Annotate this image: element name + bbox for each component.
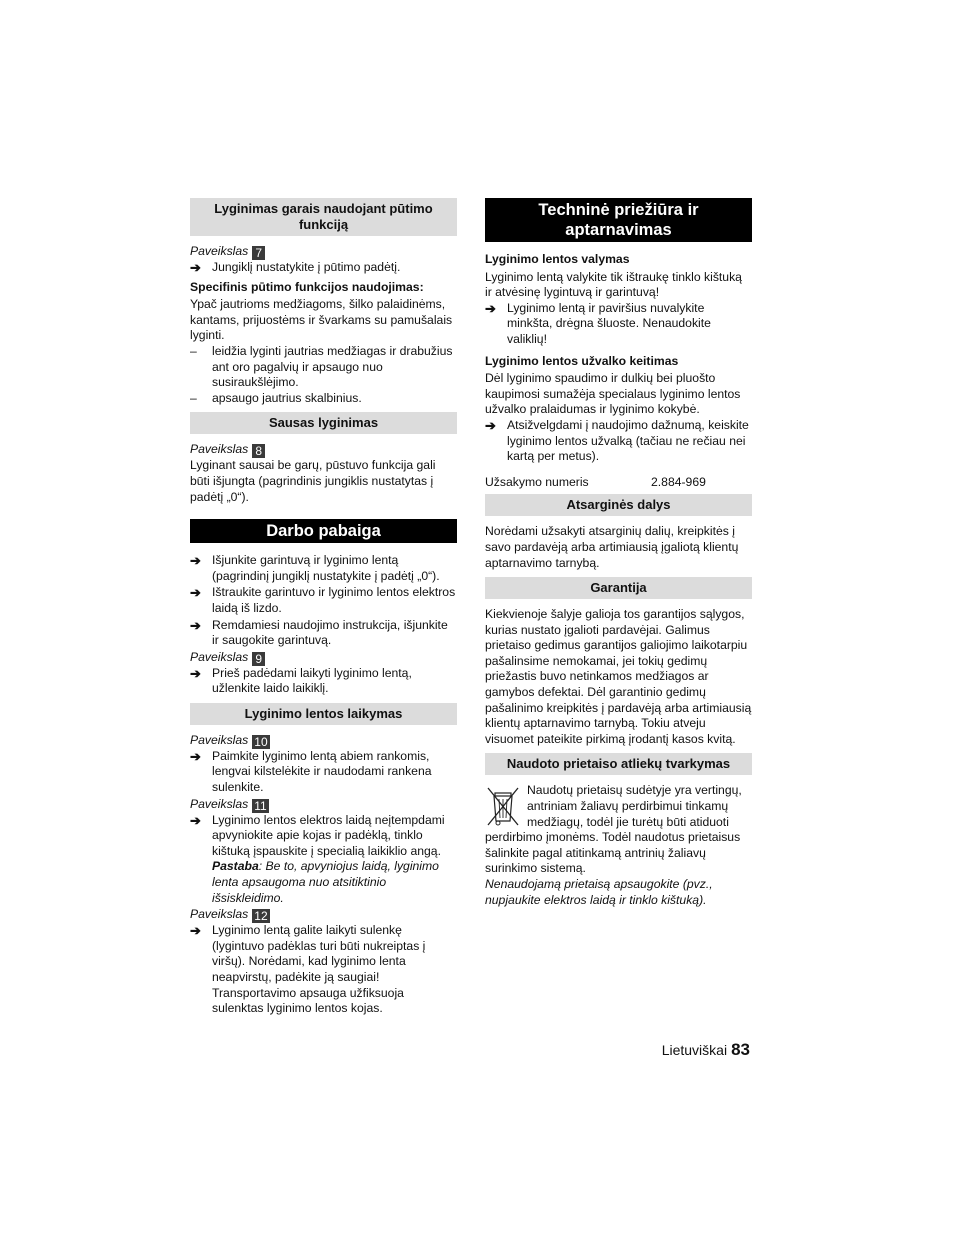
figure-ref xyxy=(190,733,457,749)
step-text xyxy=(212,813,457,907)
section-heading-steam-blow: Lyginimas garais naudojant pūtimo funkciją xyxy=(190,198,457,236)
order-number-value: 2.884-969 xyxy=(651,474,706,489)
arrow-right-icon: ➔ xyxy=(190,617,201,633)
arrow-right-icon: ➔ xyxy=(190,812,201,828)
figure-number: 9 xyxy=(252,652,265,666)
figure-label: Paveikslas xyxy=(190,649,249,664)
dash-item: – leidžia lyginti jautrias medžiagas ir drabužius ant oro pagalvių ir apsaugo nuo susiraukšlėjimo. xyxy=(190,344,457,391)
page-footer xyxy=(662,1040,750,1060)
right-column xyxy=(485,198,752,908)
figure-number: 11 xyxy=(254,798,267,813)
arrow-right-icon: ➔ xyxy=(190,553,201,569)
paragraph: Kiekvienoje šalyje galioja tos garantijos sąlygos, kurias nustato įgalioti pardavėjai. Galimus prietaiso gedimus garantijos galiojimo laikotarpiu pašalinsime nemokamai, jei tokių gedimų priežastis buvo netinkamos medžiagos ar gamybos defektai. Dėl garantinio gedimų pašalinimo kreipkitės į pardavėją arba artimiausią klientų aptarnavimo tarnybą. Tokiu atveju visuomet pateikite pirkimą įrodantį kasos kvitą. xyxy=(485,607,752,746)
dash-item-text: apsaugo jautrius skalbinius. xyxy=(212,390,362,405)
instruction-step xyxy=(190,749,457,796)
subheading: Specifinis pūtimo funkcijos naudojimas: xyxy=(190,279,424,294)
figure-number: 8 xyxy=(252,444,265,458)
section-heading-maintenance: Techninė priežiūra ir aptarnavimas xyxy=(485,198,752,242)
instruction-step xyxy=(190,553,457,584)
note-label: Pastaba xyxy=(212,859,259,874)
step-text: Lyginimo lentą ir paviršius nuvalykite minkšta, drėgna šluoste. Nenaudokite valiklių! xyxy=(507,300,711,346)
page-number: 83 xyxy=(731,1040,750,1059)
dash-item: – apsaugo jautrius skalbinius. xyxy=(190,391,457,407)
paragraph: Lyginimo lentą valykite tik ištraukę tinklo kištuką ir atvėsinę lygintuvą ir garintuvą! xyxy=(485,269,742,300)
subheading: Lyginimo lentos užvalko keitimas xyxy=(485,353,679,368)
step-text: Paimkite lyginimo lentą abiem rankomis, lengvai kilstelėkite ir naudodami rankena sulenkite. xyxy=(212,748,432,795)
paragraph: Naudotų prietaisų sudėtyje yra vertingų, antriniam žaliavų perdirbimui tinkamų medžiagų, todėl jie turėtų būti atiduoti perdirbimo įmonėms. Todėl naudotus prietaisus šalinkite pagal atitinkamą antrinių žaliavų surinkimo sistemą. xyxy=(485,783,742,876)
step-text: Išjunkite garintuvą ir lyginimo lentą (pagrindinį jungiklį nustatykite į padėtį „0“). xyxy=(212,553,440,583)
figure-label: Paveikslas xyxy=(190,796,249,811)
arrow-right-icon: ➔ xyxy=(190,923,201,939)
section-heading-end-of-work: Darbo pabaiga xyxy=(190,519,457,543)
step-text: Remdamiesi naudojimo instrukcija, išjunkite ir saugokite garintuvą. xyxy=(212,617,448,648)
instruction-step xyxy=(190,923,457,1017)
figure-label: Paveikslas xyxy=(190,732,249,747)
paragraph: Lyginant sausai be garų, pūstuvo funkcija gali būti išjungta (pagrindinis jungiklis nustatytas į padėtį „0“). xyxy=(190,458,436,504)
section-heading-spare-parts: Atsarginės dalys xyxy=(485,494,752,516)
order-number-row xyxy=(485,475,752,491)
paragraph: Ypač jautrioms medžiagoms, šilko palaidinėms, kantams, prijuostėms ir švarkams su pamušalais lyginti. xyxy=(190,297,453,343)
instruction-step xyxy=(190,813,457,907)
figure-number: 10 xyxy=(254,734,268,749)
step-text: Lyginimo lentą galite laikyti sulenkę (lygintuvo padėklas turi būti nukreiptas į viršų). Norėdami, kad lyginimo lenta neapvirstų, padėkite ją saugiai! Transportavimo apsauga užfiksuoja sulenktas lyginimo lentos kojas. xyxy=(212,923,426,1016)
figure-number: 12 xyxy=(254,909,268,924)
figure-label: Paveikslas xyxy=(190,442,249,457)
instruction-step xyxy=(485,418,752,465)
figure-ref xyxy=(190,797,457,813)
figure-number: 7 xyxy=(252,246,265,260)
paragraph: Norėdami užsakyti atsarginių dalių, kreipkitės į savo pardavėją arba artimiausią įgaliotą klientų aptarnavimo tarnybą. xyxy=(485,524,739,570)
order-number-label: Užsakymo numeris xyxy=(485,474,589,489)
section-heading-storage: Lyginimo lentos laikymas xyxy=(190,703,457,725)
subheading: Lyginimo lentos valymas xyxy=(485,252,630,266)
arrow-right-icon: ➔ xyxy=(485,417,496,433)
arrow-right-icon: ➔ xyxy=(190,260,201,275)
section-heading-warranty: Garantija xyxy=(485,577,752,599)
step-text-main: Lyginimo lentos elektros laidą neįtempdami apvyniokite apie kojas ir padėklą, tinklo kištuką įspauskite į specialią laikiklio angą. xyxy=(212,812,445,858)
footer-language: Lietuviškai xyxy=(661,1042,728,1058)
figure-ref xyxy=(190,442,457,458)
arrow-right-icon: ➔ xyxy=(485,300,496,316)
section-heading-disposal: Naudoto prietaiso atliekų tvarkymas xyxy=(485,753,752,775)
instruction-step xyxy=(190,666,457,697)
figure-ref xyxy=(190,907,457,923)
instruction-step xyxy=(190,618,457,649)
arrow-right-icon: ➔ xyxy=(190,748,201,764)
figure-ref xyxy=(190,244,457,260)
step-text: Jungiklį nustatykite į pūtimo padėtį. xyxy=(212,260,401,274)
paragraph: Dėl lyginimo spaudimo ir dulkių bei pluošto kaupimosi sumažėja specialaus lyginimo lentos užvalko pralaidumas ir lyginimo kokybė. xyxy=(485,371,741,417)
note-text: : Be to, apvyniojus laidą, lyginimo lenta apsaugoma nuo atsitiktinio išsiskleidimo. xyxy=(212,859,439,905)
step-text: Prieš padėdami laikyti lyginimo lentą, užlenkite laido laikiklį. xyxy=(212,665,412,696)
left-column xyxy=(190,198,457,1018)
step-text: Ištraukite garintuvo ir lyginimo lentos elektros laidą iš lizdo. xyxy=(212,585,456,615)
dash-item-text: leidžia lyginti jautrias medžiagas ir drabužius ant oro pagalvių ir apsaugo nuo susiraukšlėjimo. xyxy=(212,343,453,390)
section-heading-dry-ironing: Sausas lyginimas xyxy=(190,412,457,434)
instruction-step xyxy=(485,301,752,348)
figure-label: Paveikslas xyxy=(190,244,249,258)
figure-ref xyxy=(190,650,457,666)
crossed-out-bin-icon xyxy=(485,785,521,827)
arrow-right-icon: ➔ xyxy=(190,665,201,681)
figure-label: Paveikslas xyxy=(190,907,249,922)
instruction-step xyxy=(190,260,457,276)
instruction-step xyxy=(190,585,457,616)
italic-note: Nenaudojamą prietaisą apsaugokite (pvz., nupjaukite elektros laidą ir tinklo kištuką). xyxy=(485,877,713,907)
arrow-right-icon: ➔ xyxy=(190,585,201,601)
disposal-block xyxy=(485,783,752,908)
step-text: Atsižvelgdami į naudojimo dažnumą, keiskite lyginimo lentos užvalką (tačiau ne rečiau nei kartą per metus). xyxy=(507,417,749,464)
